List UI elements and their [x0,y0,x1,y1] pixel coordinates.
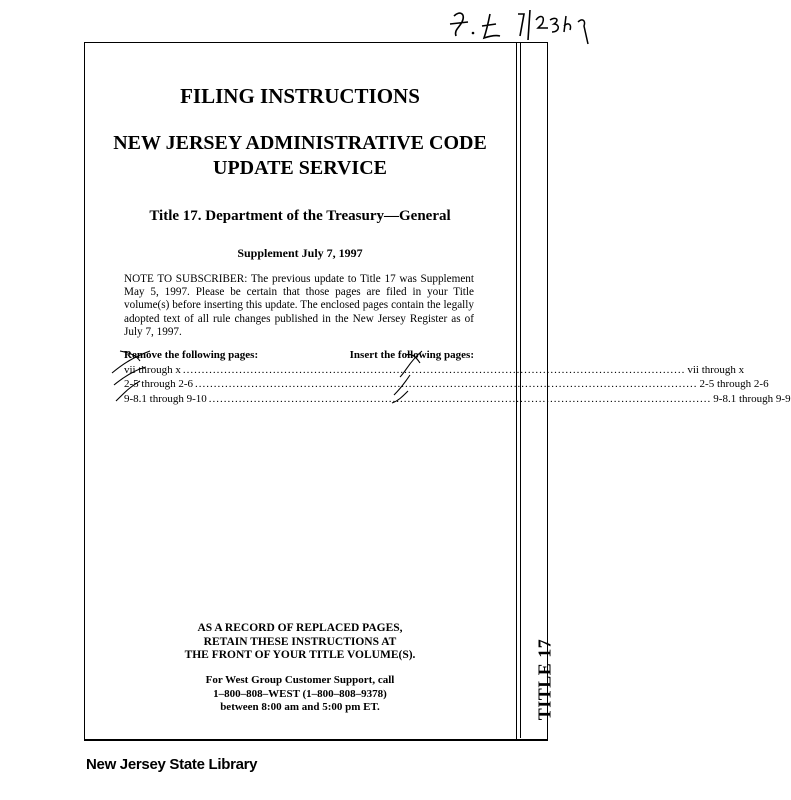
record-line: RETAIN THESE INSTRUCTIONS AT [203,635,397,648]
remove-pages: 2-5 through 2-6 [124,378,194,391]
insert-pages: 2-5 through 2-6 [699,378,769,391]
support-line: For West Group Customer Support, call [205,674,395,686]
side-tab [516,636,574,722]
insert-pages: vii through x [687,364,745,376]
code-title-line2: UPDATE SERVICE [213,157,387,179]
record-line: AS A RECORD OF REPLACED PAGES, [197,622,403,634]
customer-support [84,674,516,715]
insert-heading: Insert the following pages: [349,349,474,361]
library-footer: New Jersey State Library [86,756,258,773]
record-instructions [84,622,516,663]
title-heading: Title 17. Department of the Treasury—General [149,208,451,224]
insert-pages: 9-8.1 through 9-9 [713,392,791,405]
remove-pages: vii through x [124,364,181,376]
side-tab-label: TITLE 17 [534,638,555,720]
code-title-line1: NEW JERSEY ADMINISTRATIVE CODE [113,132,487,154]
supplement-date: Supplement July 7, 1997 [237,246,363,260]
subscriber-note: NOTE TO SUBSCRIBER: The previous update to Title 17 was Supplement May 5, 1997. Please be certain that those pages are filed in your Title volume(s) before inserting this update. The enclosed pages contain the legally adopted text of all rule changes published in the New Jersey Register as of July 7, 1997. [124,273,474,338]
page-row: vii through x ...................................................................................................................................... vii through x [124,364,745,376]
support-hours: between 8:00 am and 5:00 pm ET. [220,701,380,713]
page-row: 2-5 through 2-6 ...................................................................................................................................... 2-5 through 2-6 [124,378,769,391]
support-phone: 1–800–808–WEST (1–800–808–9378) [213,687,387,700]
remove-heading: Remove the following pages: [124,349,259,361]
remove-pages: 9-8.1 through 9-10 [124,392,207,405]
record-line: THE FRONT OF YOUR TITLE VOLUME(S). [184,649,416,661]
bottom-rule [84,740,548,741]
page-title: FILING INSTRUCTIONS [180,84,420,108]
page-row: 9-8.1 through 9-10 ...................................................................................................................................... 9-8.1 through 9-9 [124,392,791,405]
